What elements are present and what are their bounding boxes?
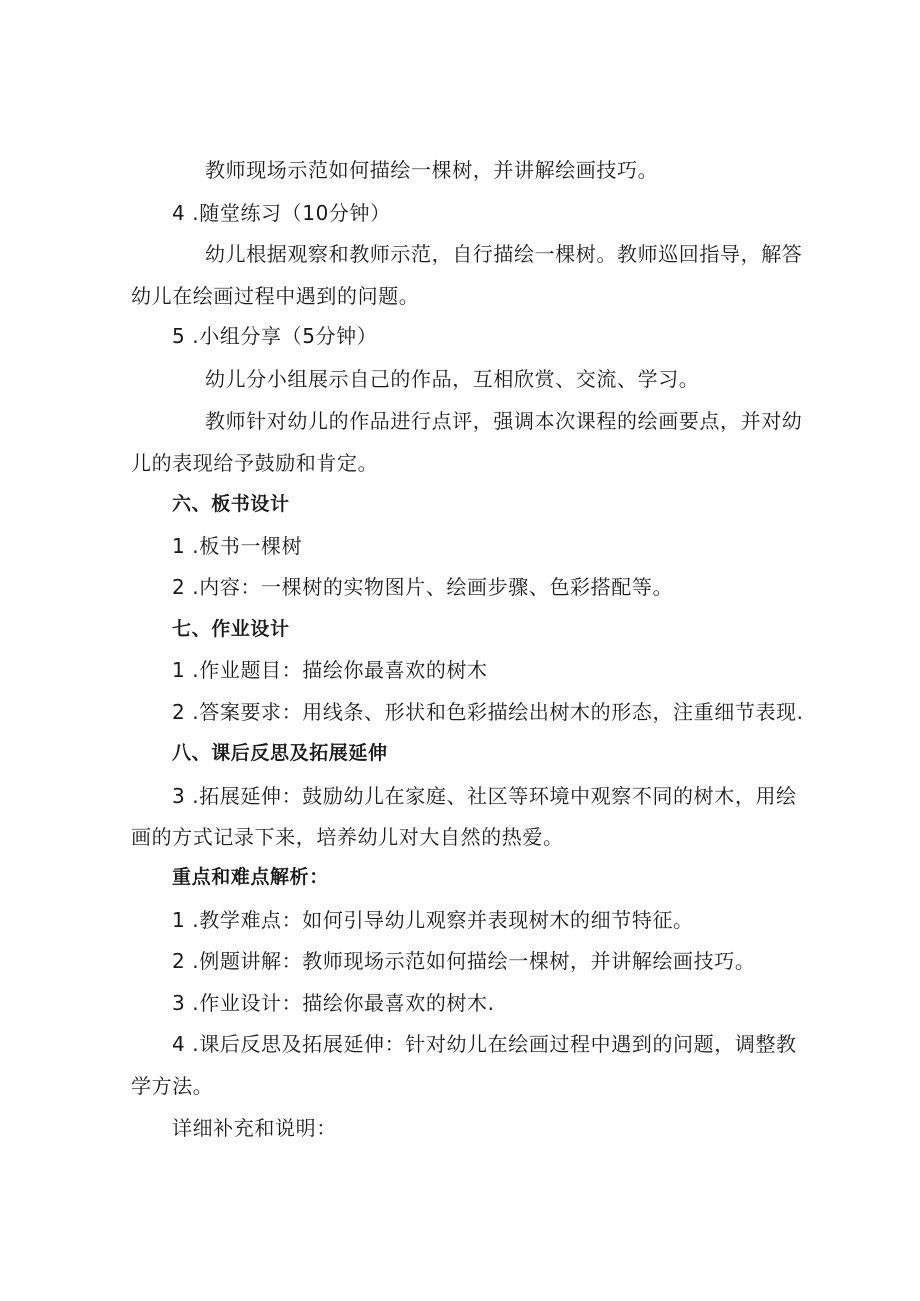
list-item: 1 .作业题目：描绘你最喜欢的树木 [172,658,488,682]
list-item: 4 .随堂练习（10分钟） [172,201,391,225]
section-heading: 六、板书设计 [172,493,290,515]
paragraph-line: 教师针对幼儿的作品进行点评，强调本次课程的绘画要点，并对幼 [205,409,803,433]
list-item: 3 .作业设计：描绘你最喜欢的树木. [172,991,495,1015]
section-heading: 八、课后反思及拓展延伸 [172,742,388,764]
paragraph-line: 学方法。 [131,1074,214,1098]
section-heading: 七、作业设计 [172,618,290,640]
paragraph-line: 教师现场示范如何描绘一棵树，并讲解绘画技巧。 [205,158,659,182]
list-item: 5 .小组分享（5分钟） [172,324,378,348]
list-item: 4 .课后反思及拓展延伸：针对幼儿在绘画过程中遇到的问题，调整教 [172,1032,797,1056]
paragraph-line: 儿的表现给予鼓励和肯定。 [131,451,379,475]
paragraph-line: 详细补充和说明： [172,1116,337,1140]
list-item: 1 .教学难点：如何引导幼儿观察并表现树木的细节特征。 [172,908,694,932]
list-item: 2 .例题讲解：教师现场示范如何描绘一棵树，并讲解绘画技巧。 [172,949,756,973]
list-item: 2 .答案要求：用线条、形状和色彩描绘出树木的形态，注重细节表现. [172,700,804,724]
paragraph-line: 幼儿在绘画过程中遇到的问题。 [131,284,420,308]
list-item: 2 .内容：一棵树的实物图片、绘画步骤、色彩搭配等。 [172,575,674,599]
list-item: 1 .板书一棵树 [172,534,303,558]
paragraph-line: 幼儿分小组展示自己的作品，互相欣赏、交流、学习。 [205,367,700,391]
paragraph-line: 画的方式记录下来，培养幼儿对大自然的热爱。 [131,825,564,849]
list-item: 3 .拓展延伸：鼓励幼儿在家庭、社区等环境中观察不同的树木，用绘 [172,784,797,808]
subsection-heading: 重点和难点解析： [172,866,329,888]
paragraph-line: 幼儿根据观察和教师示范，自行描绘一棵树。教师巡回指导，解答 [205,242,803,266]
